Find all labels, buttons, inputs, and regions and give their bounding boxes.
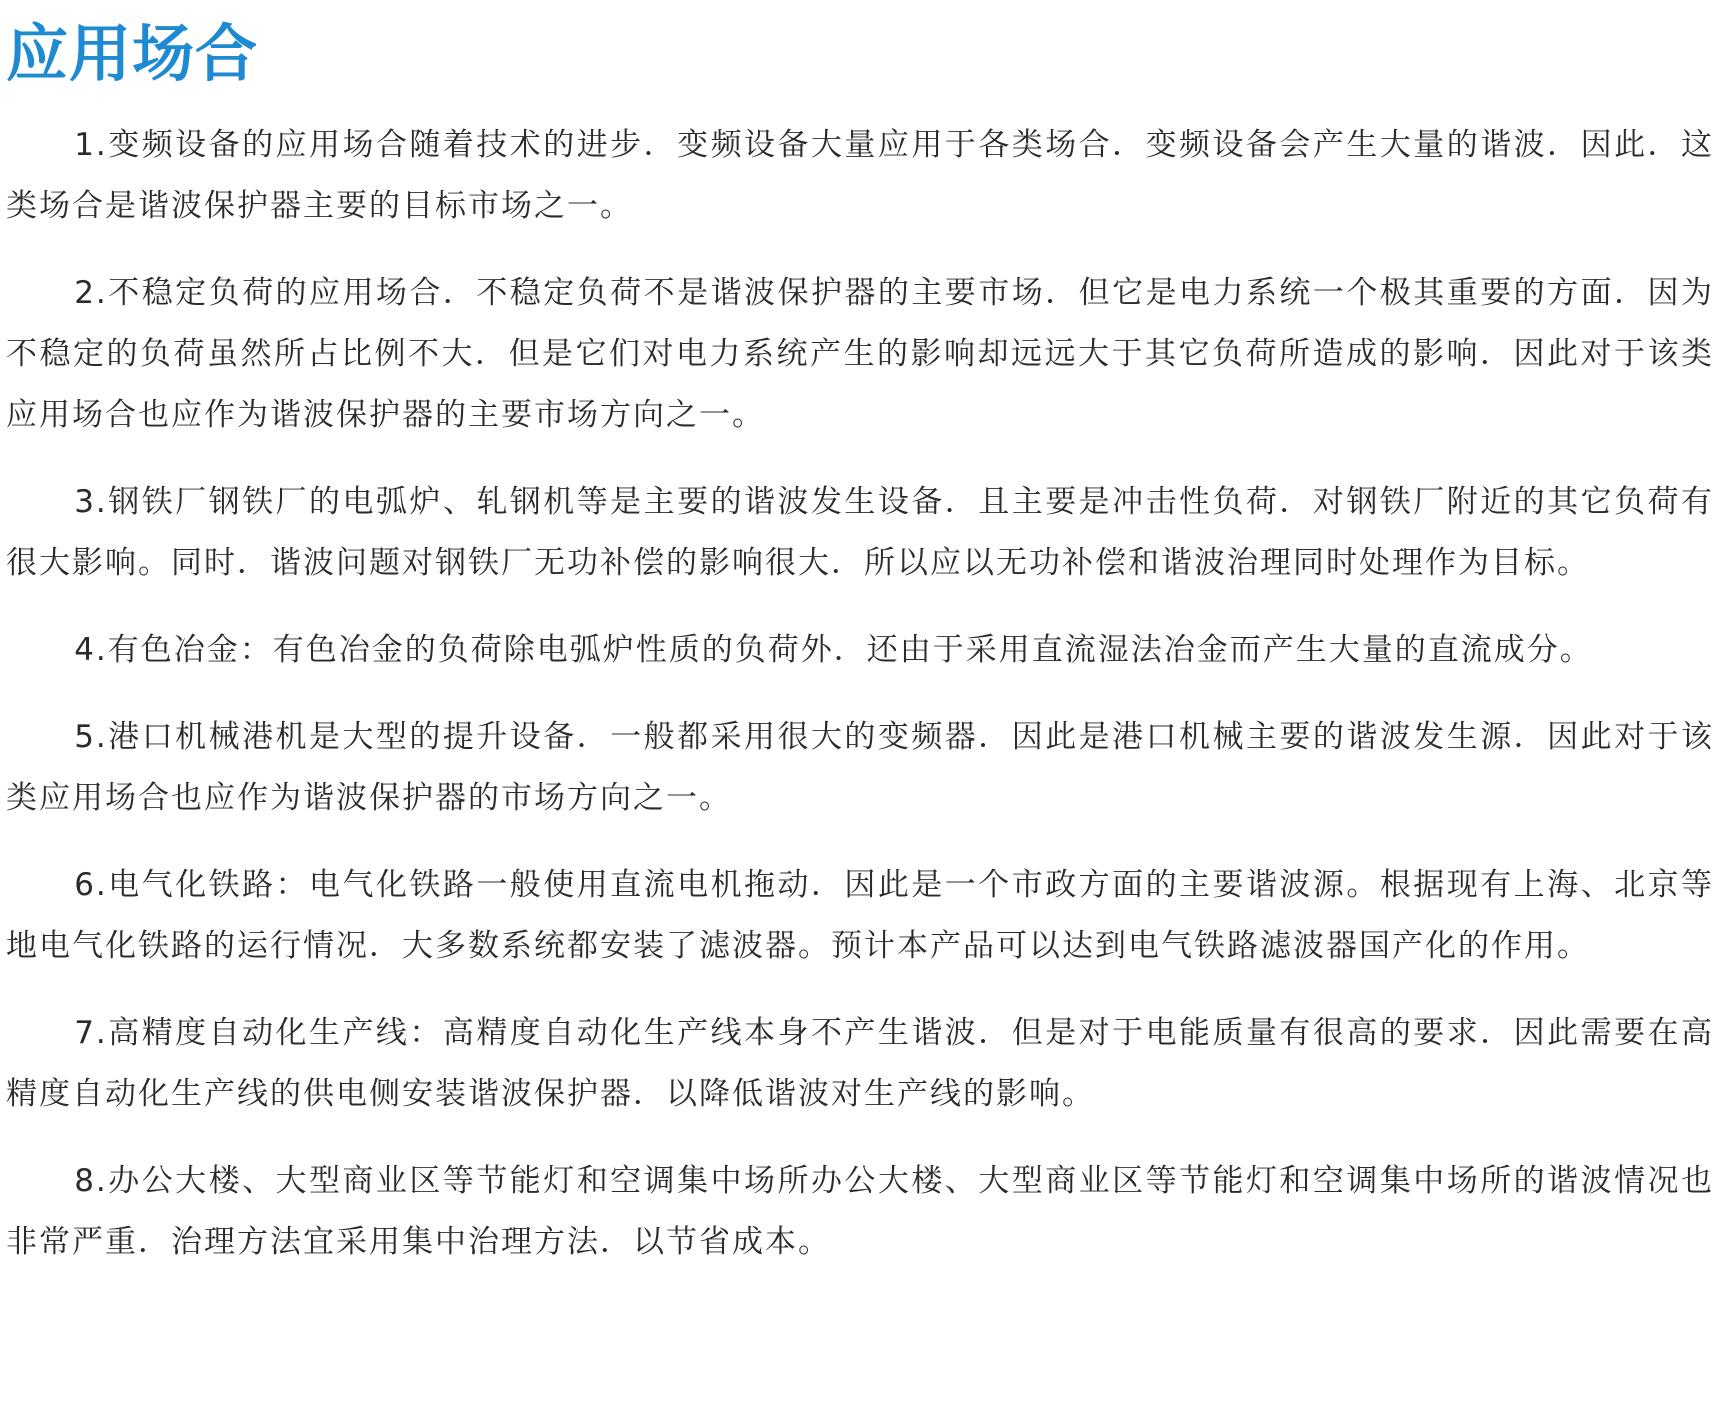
paragraph-4: 4.有色冶金：有色冶金的负荷除电弧炉性质的负荷外．还由于采用直流湿法冶金而产生大量的直流成分。 bbox=[74, 632, 1593, 669]
paragraph-5: 5.港口机械港机是大型的提升设备．一般都采用很大的变频器．因此是港口机械主要的谐波发生源．因此对于该类应用场合也应作为谐波保护器的市场方向之一。 bbox=[6, 719, 1714, 817]
paragraph-7: 7.高精度自动化生产线：高精度自动化生产线本身不产生谐波．但是对于电能质量有很高的要求．因此需要在高精度自动化生产线的供电侧安装谐波保护器．以降低谐波对生产线的影响。 bbox=[6, 1015, 1714, 1113]
paragraph-3: 3.钢铁厂钢铁厂的电弧炉、轧钢机等是主要的谐波发生设备．且主要是冲击性负荷．对钢铁厂附近的其它负荷有很大影响。同时．谐波问题对钢铁厂无功补偿的影响很大．所以应以无功补偿和谐波治理同时处理作为目标。 bbox=[6, 484, 1714, 582]
page-title: 应用场合 bbox=[6, 17, 259, 90]
paragraph-1: 1.变频设备的应用场合随着技术的进步．变频设备大量应用于各类场合．变频设备会产生大量的谐波．因此．这类场合是谐波保护器主要的目标市场之一。 bbox=[6, 127, 1714, 225]
content-body bbox=[6, 115, 1714, 1273]
paragraph-6: 6.电气化铁路：电气化铁路一般使用直流电机拖动．因此是一个市政方面的主要谐波源。根据现有上海、北京等地电气化铁路的运行情况．大多数系统都安装了滤波器。预计本产品可以达到电气铁路滤波器国产化的作用。 bbox=[6, 867, 1714, 965]
paragraph-2: 2.不稳定负荷的应用场合．不稳定负荷不是谐波保护器的主要市场．但它是电力系统一个极其重要的方面．因为不稳定的负荷虽然所占比例不大．但是它们对电力系统产生的影响却远远大于其它负荷所造成的影响．因此对于该类应用场合也应作为谐波保护器的主要市场方向之一。 bbox=[6, 275, 1714, 434]
paragraph-8: 8.办公大楼、大型商业区等节能灯和空调集中场所办公大楼、大型商业区等节能灯和空调集中场所的谐波情况也非常严重．治理方法宜采用集中治理方法．以节省成本。 bbox=[6, 1163, 1714, 1261]
